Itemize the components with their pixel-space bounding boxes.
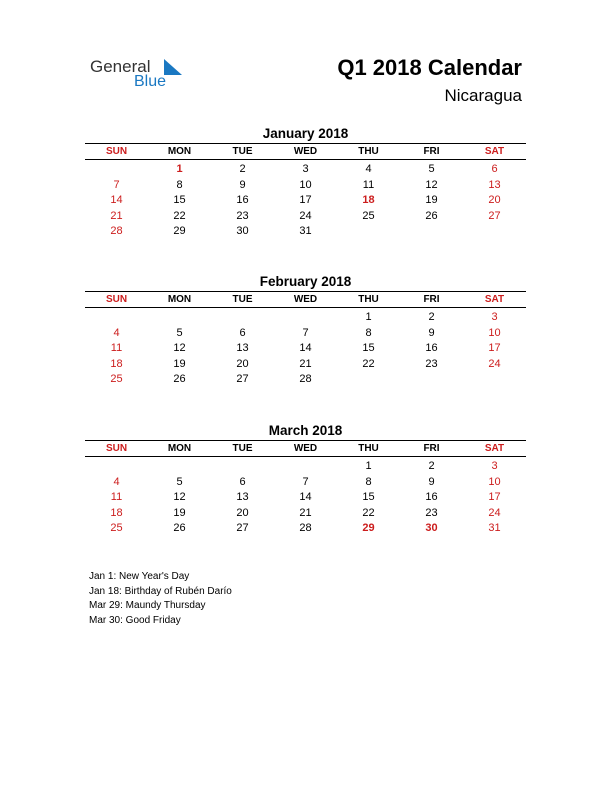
weekday-label: TUE bbox=[232, 443, 253, 454]
day-cell: 11 bbox=[362, 178, 375, 191]
week-row bbox=[85, 326, 526, 342]
day-cell: 7 bbox=[302, 475, 309, 488]
day-cell bbox=[85, 459, 148, 475]
day-cell: 15 bbox=[173, 194, 186, 206]
weekday-label: FRI bbox=[423, 294, 440, 305]
day-cell bbox=[274, 310, 337, 326]
day-cell: 26 bbox=[173, 373, 186, 385]
day-cell: 18 bbox=[110, 506, 123, 519]
day-cell: 14 bbox=[299, 342, 312, 354]
day-cell: 21 bbox=[299, 357, 312, 370]
day-cell: 11 bbox=[110, 342, 123, 354]
day-cell: 5 bbox=[176, 326, 183, 339]
day-cell: 16 bbox=[236, 194, 249, 206]
day-cell: 24 bbox=[299, 209, 312, 222]
day-cell: 7 bbox=[302, 326, 309, 339]
day-cell: 26 bbox=[425, 209, 438, 222]
weekday-label: SAT bbox=[484, 294, 505, 305]
weekday-header bbox=[85, 291, 526, 308]
day-cell: 14 bbox=[299, 491, 312, 503]
day-cell bbox=[211, 310, 274, 326]
day-cell: 14 bbox=[110, 194, 123, 206]
day-cell: 28 bbox=[299, 522, 312, 534]
day-cell: 19 bbox=[425, 194, 438, 206]
day-cell bbox=[211, 459, 274, 475]
weekday-label: SAT bbox=[484, 443, 505, 454]
weekday-label: WED bbox=[293, 443, 318, 454]
day-cell: 8 bbox=[365, 326, 372, 339]
day-cell: 23 bbox=[425, 506, 438, 519]
day-cell bbox=[463, 372, 526, 388]
day-cell: 9 bbox=[428, 326, 435, 339]
day-cell bbox=[274, 459, 337, 475]
week-row bbox=[85, 357, 526, 373]
day-cell: 29 bbox=[362, 522, 375, 534]
day-cell bbox=[337, 224, 400, 240]
week-row bbox=[85, 506, 526, 522]
day-cell: 4 bbox=[113, 326, 120, 339]
day-cell bbox=[148, 310, 211, 326]
day-cell: 3 bbox=[491, 460, 498, 472]
weekday-header bbox=[85, 143, 526, 160]
day-cell: 12 bbox=[425, 178, 438, 191]
weekday-label: SUN bbox=[105, 146, 128, 157]
day-cell: 20 bbox=[236, 357, 249, 370]
week-row bbox=[85, 459, 526, 475]
month-title: March 2018 bbox=[268, 423, 343, 438]
day-cell: 25 bbox=[362, 209, 375, 222]
day-cell: 16 bbox=[425, 342, 438, 354]
day-cell: 4 bbox=[113, 475, 120, 488]
day-cell: 21 bbox=[110, 209, 123, 222]
day-cell: 18 bbox=[110, 357, 123, 370]
weekday-header bbox=[85, 440, 526, 457]
country-name: Nicaragua bbox=[444, 86, 522, 105]
day-cell: 1 bbox=[176, 163, 183, 175]
day-cell: 30 bbox=[425, 522, 438, 534]
day-cell: 28 bbox=[110, 225, 123, 237]
day-cell: 27 bbox=[488, 209, 501, 222]
day-cell bbox=[400, 224, 463, 240]
day-cell: 24 bbox=[488, 357, 501, 370]
day-cell: 29 bbox=[173, 225, 186, 237]
week-row bbox=[85, 209, 526, 225]
day-cell: 9 bbox=[428, 475, 435, 488]
day-cell: 30 bbox=[236, 225, 249, 237]
weekday-label: THU bbox=[358, 146, 379, 157]
day-cell: 13 bbox=[236, 342, 249, 354]
day-cell: 5 bbox=[428, 163, 435, 175]
week-row bbox=[85, 224, 526, 240]
day-cell: 6 bbox=[239, 475, 246, 488]
day-cell: 19 bbox=[173, 357, 186, 370]
holiday-note: Jan 18: Birthday of Rubén Darío bbox=[89, 585, 232, 597]
day-cell: 23 bbox=[425, 357, 438, 370]
day-cell: 8 bbox=[176, 178, 183, 191]
day-cell: 20 bbox=[236, 506, 249, 519]
day-cell: 12 bbox=[173, 491, 186, 503]
weekday-label: FRI bbox=[423, 146, 440, 157]
day-cell bbox=[337, 372, 400, 388]
week-row bbox=[85, 372, 526, 388]
week-row bbox=[85, 475, 526, 491]
day-cell: 7 bbox=[113, 178, 120, 191]
day-cell: 19 bbox=[173, 506, 186, 519]
day-cell: 15 bbox=[362, 342, 375, 354]
day-cell: 22 bbox=[362, 506, 375, 519]
day-cell: 5 bbox=[176, 475, 183, 488]
logo-general-text: General bbox=[90, 57, 151, 76]
day-cell: 2 bbox=[428, 460, 435, 472]
week-row bbox=[85, 310, 526, 326]
day-cell: 31 bbox=[299, 225, 312, 237]
day-cell: 6 bbox=[239, 326, 246, 339]
day-cell: 6 bbox=[491, 163, 498, 175]
weekday-label: MON bbox=[167, 146, 192, 157]
day-cell: 3 bbox=[491, 311, 498, 323]
week-row bbox=[85, 178, 526, 194]
day-cell: 2 bbox=[428, 311, 435, 323]
day-cell bbox=[463, 224, 526, 240]
weekday-label: THU bbox=[358, 294, 379, 305]
logo-blue-text: Blue bbox=[134, 73, 167, 90]
day-cell: 22 bbox=[362, 357, 375, 370]
day-cell: 25 bbox=[110, 373, 123, 385]
month-march bbox=[85, 422, 526, 537]
day-cell: 1 bbox=[365, 311, 372, 323]
day-cell: 28 bbox=[299, 373, 312, 385]
day-cell: 25 bbox=[110, 522, 123, 534]
month-february bbox=[85, 273, 526, 388]
logo bbox=[90, 57, 200, 97]
week-row bbox=[85, 490, 526, 506]
page-title: Q1 2018 Calendar bbox=[337, 55, 522, 80]
day-cell: 8 bbox=[365, 475, 372, 488]
day-cell: 2 bbox=[239, 163, 246, 175]
day-cell bbox=[400, 372, 463, 388]
day-cell: 17 bbox=[488, 342, 501, 354]
weekday-label: SUN bbox=[105, 294, 128, 305]
weekday-label: MON bbox=[167, 443, 192, 454]
day-cell: 24 bbox=[488, 506, 501, 519]
day-cell: 16 bbox=[425, 491, 438, 503]
month-title: January 2018 bbox=[262, 126, 349, 141]
day-cell: 17 bbox=[299, 194, 312, 206]
holiday-note: Mar 30: Good Friday bbox=[89, 614, 181, 626]
month-title: February 2018 bbox=[259, 274, 352, 289]
holiday-note: Mar 29: Maundy Thursday bbox=[89, 600, 206, 611]
week-row bbox=[85, 341, 526, 357]
week-row bbox=[85, 193, 526, 209]
day-cell: 13 bbox=[236, 491, 249, 503]
day-cell: 13 bbox=[488, 178, 501, 191]
day-cell: 1 bbox=[365, 460, 372, 472]
day-cell: 9 bbox=[239, 178, 246, 191]
day-cell: 15 bbox=[362, 491, 375, 503]
weekday-label: FRI bbox=[423, 443, 440, 454]
day-cell bbox=[85, 162, 148, 178]
weekday-label: WED bbox=[293, 294, 318, 305]
day-cell: 3 bbox=[302, 163, 309, 175]
day-cell: 18 bbox=[362, 194, 375, 206]
weekday-label: WED bbox=[293, 146, 318, 157]
day-cell: 10 bbox=[488, 326, 501, 339]
day-cell: 27 bbox=[236, 522, 249, 534]
day-cell: 12 bbox=[173, 342, 186, 354]
day-cell: 11 bbox=[110, 491, 123, 503]
day-cell bbox=[148, 459, 211, 475]
day-cell bbox=[85, 310, 148, 326]
holiday-note: Jan 1: New Year's Day bbox=[89, 571, 190, 582]
day-cell: 27 bbox=[236, 373, 249, 385]
day-cell: 20 bbox=[488, 194, 501, 206]
weekday-label: TUE bbox=[232, 294, 253, 305]
day-cell: 10 bbox=[488, 475, 501, 488]
weekday-label: SAT bbox=[484, 146, 505, 157]
day-cell: 4 bbox=[365, 163, 372, 175]
day-cell: 22 bbox=[173, 209, 186, 222]
day-cell: 21 bbox=[299, 506, 312, 519]
month-january bbox=[85, 125, 526, 240]
weekday-label: TUE bbox=[232, 146, 253, 157]
day-cell: 23 bbox=[236, 209, 249, 222]
weekday-label: SUN bbox=[105, 443, 128, 454]
day-cell: 17 bbox=[488, 491, 501, 503]
holiday-notes bbox=[89, 570, 232, 628]
week-row bbox=[85, 162, 526, 178]
weekday-label: MON bbox=[167, 294, 192, 305]
day-cell: 10 bbox=[299, 178, 312, 191]
weekday-label: THU bbox=[358, 443, 379, 454]
week-row bbox=[85, 521, 526, 537]
day-cell: 26 bbox=[173, 522, 186, 534]
day-cell: 31 bbox=[488, 522, 501, 534]
